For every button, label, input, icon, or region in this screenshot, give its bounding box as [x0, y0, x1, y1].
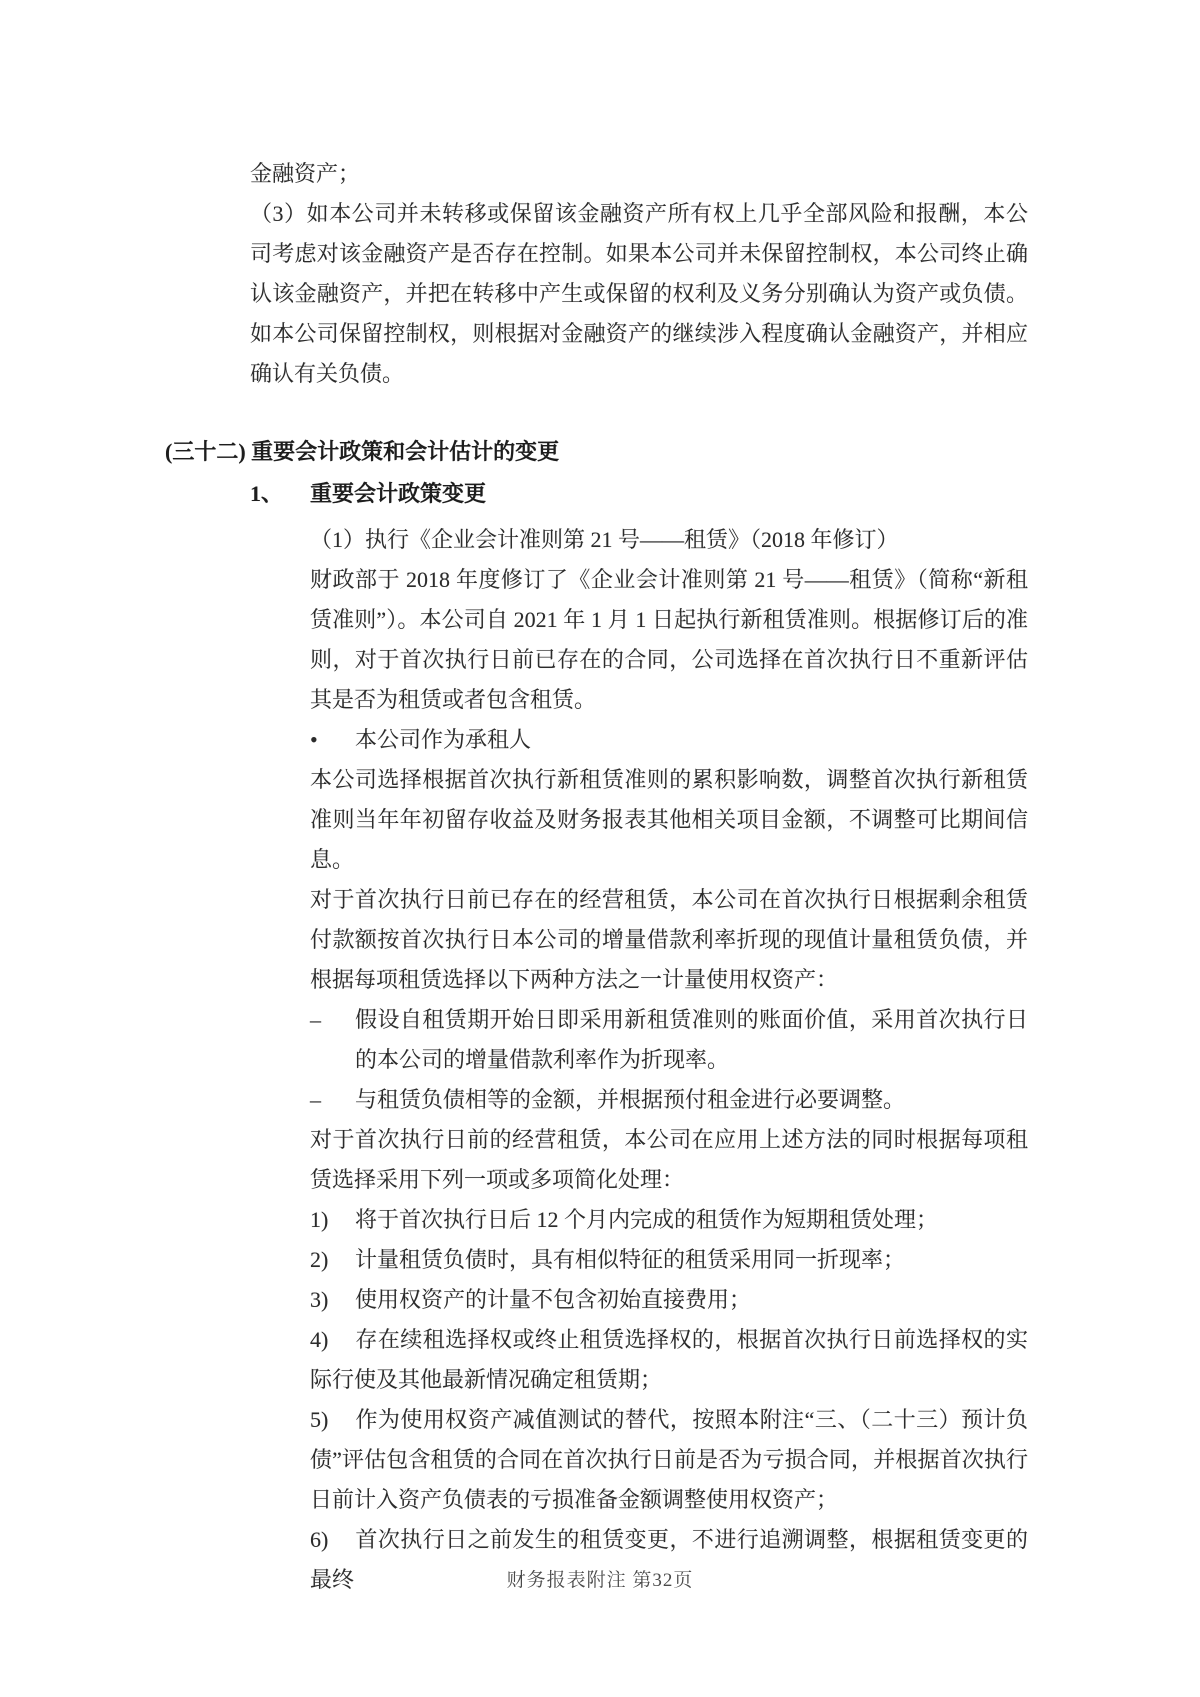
numbered-item-text: 使用权资产的计量不包含初始直接费用； — [355, 1287, 752, 1312]
list-marker: 2) — [310, 1247, 329, 1272]
list-marker: 1、 — [250, 481, 284, 506]
section-heading: (三十二) 重要会计政策和会计估计的变更 — [165, 439, 560, 464]
dash-item — [310, 1000, 1028, 1080]
list-marker: 5) — [310, 1407, 329, 1432]
dash-icon: – — [310, 1007, 321, 1032]
list-marker: 3) — [310, 1287, 329, 1312]
subsection-heading-text: 重要会计政策变更 — [310, 481, 487, 506]
numbered-item-text: 作为使用权资产减值测试的替代，按照本附注“三、（二十三）预计负债”评估包含租赁的合同在首次执行日前是否为亏损合同，并根据首次执行日前计入资产负债表的亏损准备金额调整使用权资产； — [310, 1407, 1028, 1512]
dash-icon: – — [310, 1087, 321, 1112]
paragraph: 对于首次执行日前已存在的经营租赁，本公司在首次执行日根据剩余租赁付款额按首次执行日本公司的增量借款利率折现的现值计量租赁负债，并根据每项租赁选择以下两种方法之一计量使用权资产： — [310, 887, 1028, 992]
bullet-item-text: 本公司作为承租人 — [355, 727, 532, 752]
dash-item-text: 与租赁负债相等的金额，并根据预付租金进行必要调整。 — [355, 1087, 906, 1112]
numbered-item-text: 计量租赁负债时，具有相似特征的租赁采用同一折现率； — [355, 1247, 906, 1272]
list-marker: 4) — [310, 1327, 329, 1352]
list-marker: 6) — [310, 1527, 329, 1552]
paragraph: 对于首次执行日前的经营租赁，本公司在应用上述方法的同时根据每项租赁选择采用下列一项或多项简化处理： — [310, 1127, 1028, 1192]
numbered-item-text: 存在续租选择权或终止租赁选择权的，根据首次执行日前选择权的实际行使及其他最新情况确定租赁期； — [310, 1327, 1028, 1392]
numbered-item-text: 将于首次执行日后 12 个月内完成的租赁作为短期租赁处理； — [355, 1207, 939, 1232]
bullet-item — [310, 720, 1028, 760]
dash-item — [310, 1080, 1028, 1120]
dash-item-text: 假设自租赁期开始日即采用新租赁准则的账面价值，采用首次执行日的本公司的增量借款利率作为折现率。 — [355, 1007, 1028, 1072]
paragraph: 本公司选择根据首次执行新租赁准则的累积影响数，调整首次执行新租赁准则当年年初留存收益及财务报表其他相关项目金额，不调整可比期间信息。 — [310, 767, 1028, 872]
numbered-item — [310, 1200, 1028, 1240]
paragraph: 财政部于 2018 年度修订了《企业会计准则第 21 号——租赁》（简称“新租赁准则”）。本公司自 2021 年 1 月 1 日起执行新租赁准则。根据修订后的准则，对于首次执行日前已存在的合同，公司选择在首次执行日不重新评估其是否为租赁或者包含租赁。 — [310, 567, 1028, 712]
paragraph: （1）执行《企业会计准则第 21 号——租赁》（2018 年修订） — [310, 527, 899, 552]
subsection-heading — [250, 474, 1028, 514]
numbered-item — [310, 1240, 1028, 1280]
numbered-item-text: 首次执行日之前发生的租赁变更，不进行追溯调整，根据租赁变更的最终 — [310, 1527, 1028, 1592]
paragraph: 金融资产； — [250, 161, 361, 186]
paragraph: （3）如本公司并未转移或保留该金融资产所有权上几乎全部风险和报酬，本公司考虑对该金融资产是否存在控制。如果本公司并未保留控制权，本公司终止确认该金融资产，并把在转移中产生或保留的权利及义务分别确认为资产或负债。如本公司保留控制权，则根据对金融资产的继续涉入程度确认金融资产，并相应确认有关负债。 — [250, 201, 1028, 386]
numbered-item — [310, 1320, 1028, 1400]
page-footer: 财务报表附注 第32页 — [506, 1570, 694, 1591]
list-marker: 1) — [310, 1207, 329, 1232]
numbered-item — [310, 1400, 1028, 1520]
bullet-icon: • — [310, 727, 318, 752]
numbered-item — [310, 1280, 1028, 1320]
